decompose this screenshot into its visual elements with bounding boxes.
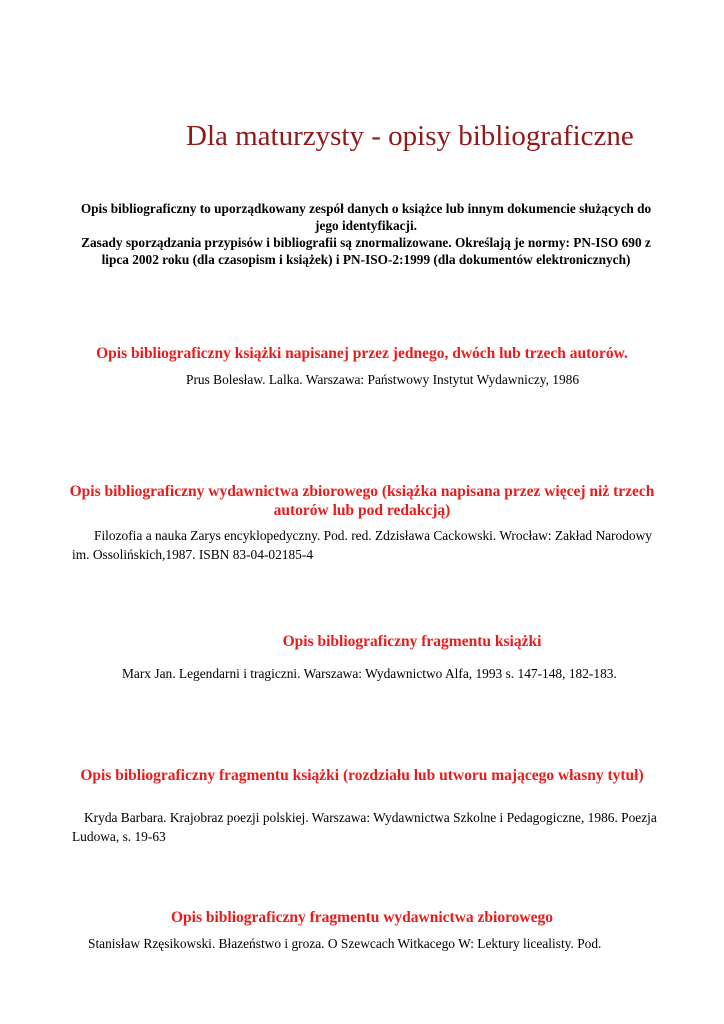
entry-single-author: Prus Bolesław. Lalka. Warszawa: Państwowy Instytut Wydawniczy, 1986 (186, 372, 580, 387)
section-heading-book-fragment: Opis bibliograficzny fragmentu książki (282, 633, 542, 650)
section-heading-chapter: Opis bibliograficzny fragmentu książki (rozdziału lub utworu mającego własny tytuł) (80, 767, 644, 784)
intro-paragraph (72, 200, 660, 268)
section-heading-collective-fragment: Opis bibliograficzny fragmentu wydawnictwa zbiorowego (170, 909, 554, 926)
intro-definition: Opis bibliograficzny to uporządkowany zespół danych o książce lub innym dokumencie służących do jego identyfikacji. (80, 201, 652, 233)
page-title: Dla maturzysty - opisy bibliograficzne (186, 120, 634, 152)
section-heading-single-author: Opis bibliograficzny książki napisanej przez jednego, dwóch lub trzech autorów. (96, 345, 628, 362)
entry-collective-work: Filozofia a nauka Zarys encyklopedyczny. Pod. red. Zdzisława Cackowski. Wrocław: Zakład Narodowy im. Ossolińskich,1987. ISBN 83-04-02185-4 (72, 528, 652, 562)
intro-norms: Zasady sporządzania przypisów i bibliografii są znormalizowane. Określają je normy: PN-ISO 690 z lipca 2002 roku (dla czasopism i książek) i PN-ISO-2:1999 (dla dokumentów elektronicznych) (81, 235, 651, 267)
entry-chapter: Kryda Barbara. Krajobraz poezji polskiej. Warszawa: Wydawnictwa Szkolne i Pedagogiczne, 1986. Poezja Ludowa, s. 19-63 (72, 810, 657, 844)
entry-book-fragment: Marx Jan. Legendarni i tragiczni. Warszawa: Wydawnictwo Alfa, 1993 s. 147-148, 182-183. (122, 666, 617, 681)
entry-collective-fragment: Stanisław Rzęsikowski. Błazeństwo i groza. O Szewcach Witkacego W: Lektury licealisty. Pod. (88, 936, 602, 951)
section-heading-collective-work: Opis bibliograficzny wydawnictwa zbiorowego (książka napisana przez więcej niż trzech autorów lub pod redakcją) (69, 483, 655, 519)
